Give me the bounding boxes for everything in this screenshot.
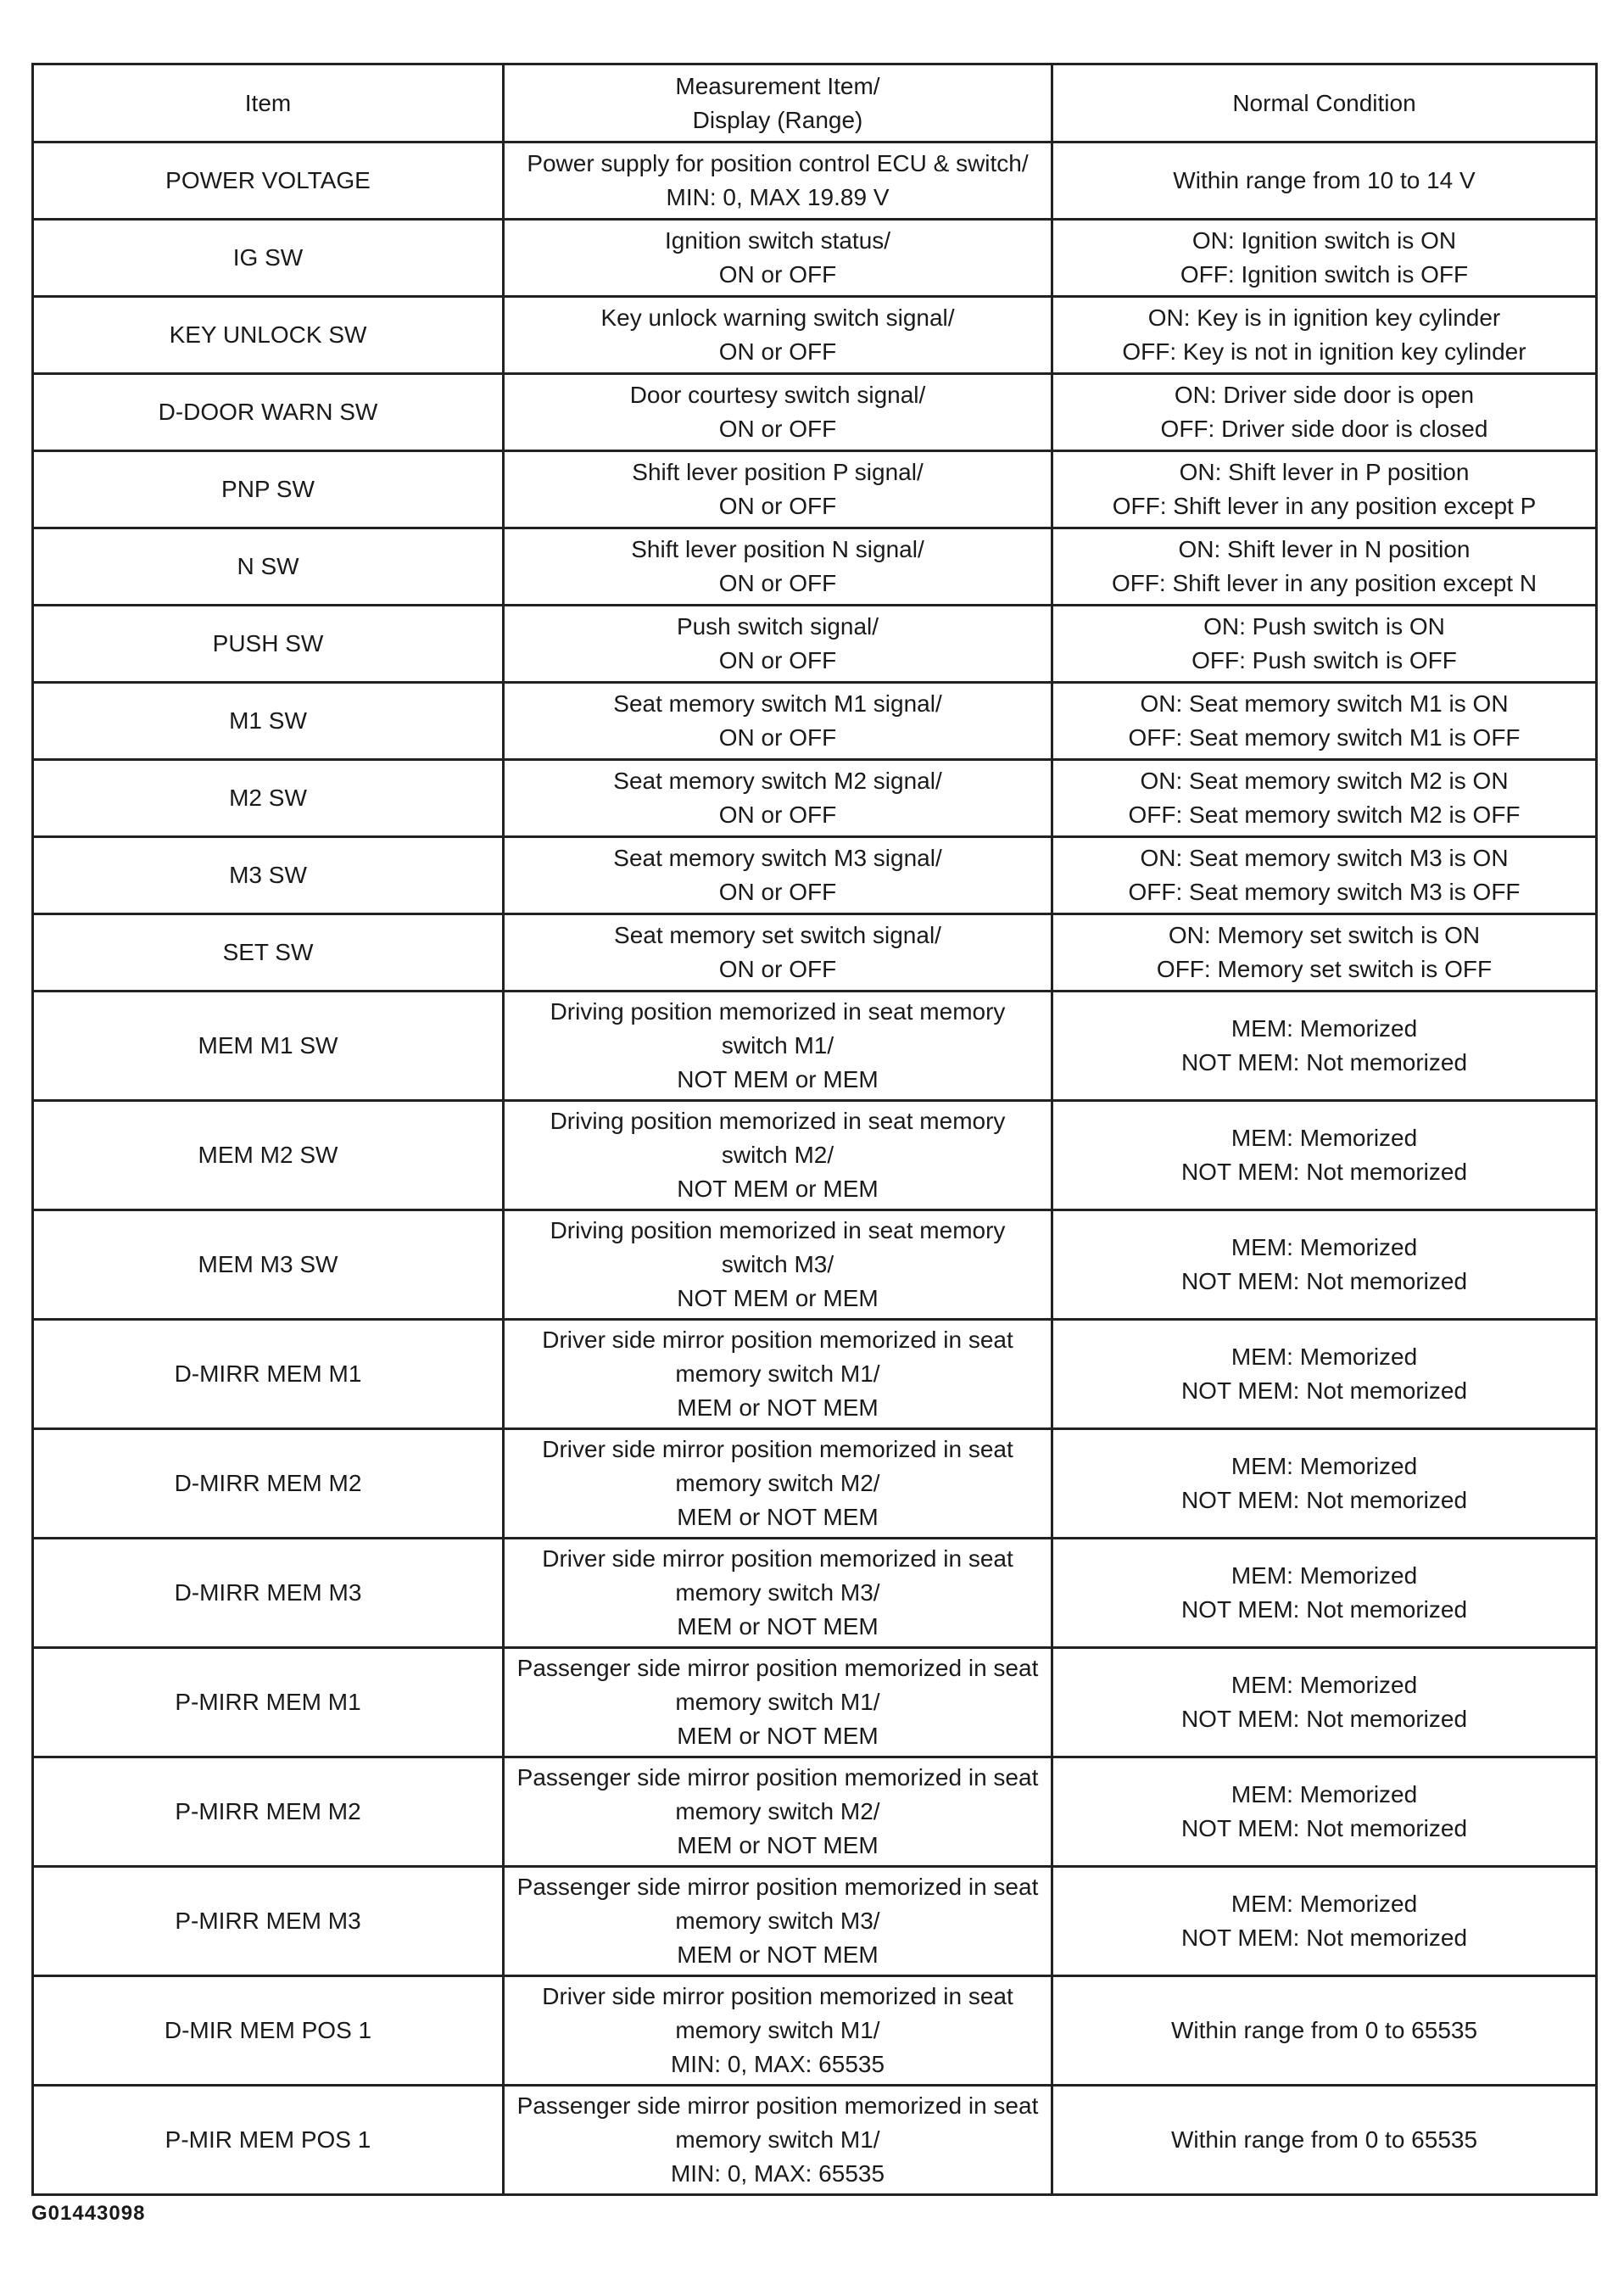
measurement-line: ON or OFF	[718, 416, 837, 442]
table-body	[33, 142, 1597, 2195]
table-row	[33, 1429, 1597, 1539]
table-row	[33, 1101, 1597, 1210]
measurement-line: Driver side mirror position memorized in seat	[542, 1436, 1013, 1462]
normal-condition-cell	[1052, 837, 1597, 914]
header-measurement-line: Measurement Item/	[675, 72, 880, 99]
measurement-line: ON or OFF	[718, 802, 837, 828]
normal-condition-line: OFF: Ignition switch is OFF	[1180, 261, 1469, 288]
measurement-line: switch M2/	[721, 1142, 834, 1168]
measurement-cell	[504, 992, 1052, 1101]
item-name: IG SW	[232, 244, 304, 271]
measurement-cell	[504, 1429, 1052, 1539]
normal-condition-line: Within range from 0 to 65535	[1170, 2126, 1478, 2153]
item-cell	[33, 837, 504, 914]
normal-condition-line: MEM: Memorized	[1231, 1562, 1418, 1589]
normal-condition-line: NOT MEM: Not memorized	[1180, 1596, 1468, 1623]
measurement-cell	[504, 683, 1052, 760]
measurement-line: Shift lever position P signal/	[632, 459, 924, 485]
measurement-cell	[504, 374, 1052, 451]
normal-condition-line: ON: Seat memory switch M1 is ON	[1140, 690, 1509, 717]
measurement-line: Door courtesy switch signal/	[629, 382, 926, 408]
normal-condition-cell	[1052, 297, 1597, 374]
measurement-line: Driver side mirror position memorized in seat	[542, 1983, 1013, 2009]
item-name: PNP SW	[221, 476, 315, 502]
item-cell	[33, 374, 504, 451]
measurement-cell	[504, 220, 1052, 297]
table-row	[33, 1648, 1597, 1757]
measurement-line: ON or OFF	[718, 493, 837, 519]
measurement-line: ON or OFF	[718, 338, 837, 365]
normal-condition-line: NOT MEM: Not memorized	[1180, 1159, 1468, 1185]
item-name: D-DOOR WARN SW	[158, 399, 378, 425]
table-row	[33, 992, 1597, 1101]
item-name: MEM M3 SW	[198, 1251, 338, 1277]
measurement-cell	[504, 606, 1052, 683]
item-cell	[33, 1648, 504, 1757]
measurement-line: memory switch M3/	[675, 1579, 880, 1606]
normal-condition-cell	[1052, 1101, 1597, 1210]
table-row	[33, 837, 1597, 914]
normal-condition-cell	[1052, 1320, 1597, 1429]
measurement-line: memory switch M2/	[675, 1470, 880, 1496]
normal-condition-line: ON: Ignition switch is ON	[1191, 227, 1457, 254]
table-row	[33, 297, 1597, 374]
measurement-line: MEM or NOT MEM	[677, 1723, 879, 1749]
measurement-cell	[504, 2086, 1052, 2195]
table-row	[33, 142, 1597, 220]
header-measurement	[504, 64, 1052, 142]
item-cell	[33, 1976, 504, 2086]
measurement-line: Seat memory set switch signal/	[614, 922, 941, 948]
item-cell	[33, 1429, 504, 1539]
measurement-line: NOT MEM or MEM	[677, 1285, 879, 1311]
item-cell	[33, 528, 504, 606]
normal-condition-line: MEM: Memorized	[1231, 1672, 1418, 1698]
header-item-label: Item	[244, 89, 292, 116]
item-name: SET SW	[222, 939, 314, 965]
header-row	[33, 64, 1597, 142]
normal-condition-cell	[1052, 2086, 1597, 2195]
normal-condition-line: MEM: Memorized	[1231, 1453, 1418, 1479]
figure-code: G01443098	[31, 2202, 146, 2225]
header-normal-line: Normal Condition	[1232, 89, 1416, 116]
measurement-cell	[504, 760, 1052, 837]
item-name: P-MIRR MEM M2	[175, 1798, 361, 1824]
measurement-line: Passenger side mirror position memorized in seat	[516, 1655, 1039, 1681]
normal-condition-cell	[1052, 220, 1597, 297]
measurement-cell	[504, 1101, 1052, 1210]
item-name: M1 SW	[229, 707, 307, 734]
item-name: P-MIRR MEM M1	[175, 1689, 361, 1715]
table-row	[33, 683, 1597, 760]
measurement-cell	[504, 142, 1052, 220]
item-cell	[33, 220, 504, 297]
measurement-line: ON or OFF	[718, 956, 837, 982]
measurement-line: Driving position memorized in seat memory	[550, 1217, 1006, 1243]
measurement-line: Shift lever position N signal/	[631, 536, 924, 562]
measurement-line: memory switch M2/	[675, 1798, 880, 1824]
normal-condition-line: OFF: Seat memory switch M3 is OFF	[1128, 879, 1521, 905]
measurement-line: Push switch signal/	[676, 613, 879, 640]
measurement-cell	[504, 1757, 1052, 1867]
measurement-line: MIN: 0, MAX: 65535	[670, 2160, 885, 2187]
normal-condition-line: ON: Seat memory switch M2 is ON	[1140, 768, 1509, 794]
measurement-line: Power supply for position control ECU & switch/	[527, 150, 1029, 176]
measurement-line: NOT MEM or MEM	[677, 1066, 879, 1092]
normal-condition-line: MEM: Memorized	[1231, 1015, 1418, 1042]
data-list-table	[31, 63, 1598, 2196]
item-cell	[33, 1867, 504, 1976]
item-cell	[33, 1320, 504, 1429]
measurement-cell	[504, 1648, 1052, 1757]
measurement-line: ON or OFF	[718, 647, 837, 673]
measurement-line: ON or OFF	[718, 879, 837, 905]
normal-condition-cell	[1052, 1757, 1597, 1867]
item-name: PUSH SW	[212, 630, 324, 656]
item-cell	[33, 1210, 504, 1320]
table-row	[33, 1539, 1597, 1648]
normal-condition-line: NOT MEM: Not memorized	[1180, 1706, 1468, 1732]
measurement-line: memory switch M1/	[675, 2126, 880, 2153]
normal-condition-cell	[1052, 1210, 1597, 1320]
measurement-cell	[504, 297, 1052, 374]
measurement-cell	[504, 1210, 1052, 1320]
measurement-line: Ignition switch status/	[664, 227, 891, 254]
normal-condition-cell	[1052, 1867, 1597, 1976]
header-measurement-line: Display (Range)	[692, 106, 863, 133]
normal-condition-line: Within range from 10 to 14 V	[1173, 167, 1476, 193]
item-name: M3 SW	[229, 862, 307, 888]
header-normal-condition	[1052, 64, 1597, 142]
item-cell	[33, 1539, 504, 1648]
normal-condition-cell	[1052, 1429, 1597, 1539]
table-row	[33, 1976, 1597, 2086]
measurement-cell	[504, 1539, 1052, 1648]
normal-condition-line: ON: Shift lever in N position	[1178, 536, 1471, 562]
normal-condition-cell	[1052, 528, 1597, 606]
measurement-line: NOT MEM or MEM	[677, 1176, 879, 1202]
normal-condition-line: MEM: Memorized	[1231, 1344, 1418, 1370]
normal-condition-line: OFF: Memory set switch is OFF	[1156, 956, 1493, 982]
normal-condition-line: OFF: Seat memory switch M1 is OFF	[1128, 724, 1521, 751]
item-cell	[33, 451, 504, 528]
item-name: D-MIRR MEM M2	[174, 1470, 362, 1496]
measurement-line: ON or OFF	[718, 724, 837, 751]
measurement-line: ON or OFF	[718, 570, 837, 596]
normal-condition-line: ON: Push switch is ON	[1203, 613, 1445, 640]
normal-condition-cell	[1052, 1539, 1597, 1648]
measurement-line: switch M1/	[721, 1032, 834, 1059]
table-row	[33, 528, 1597, 606]
item-cell	[33, 1101, 504, 1210]
normal-condition-line: MEM: Memorized	[1231, 1891, 1418, 1917]
item-name: M2 SW	[229, 785, 307, 811]
header-item	[33, 64, 504, 142]
normal-condition-line: OFF: Driver side door is closed	[1160, 416, 1488, 442]
measurement-cell	[504, 528, 1052, 606]
measurement-line: MIN: 0, MAX 19.89 V	[666, 184, 890, 210]
normal-condition-line: ON: Key is in ignition key cylinder	[1147, 304, 1501, 331]
normal-condition-line: OFF: Seat memory switch M2 is OFF	[1128, 802, 1521, 828]
normal-condition-line: NOT MEM: Not memorized	[1180, 1487, 1468, 1513]
measurement-line: Driver side mirror position memorized in seat	[542, 1545, 1013, 1572]
measurement-cell	[504, 1320, 1052, 1429]
item-cell	[33, 1757, 504, 1867]
normal-condition-line: OFF: Push switch is OFF	[1191, 647, 1457, 673]
measurement-line: memory switch M1/	[675, 1360, 880, 1387]
item-cell	[33, 2086, 504, 2195]
measurement-line: ON or OFF	[718, 261, 837, 288]
normal-condition-cell	[1052, 1976, 1597, 2086]
normal-condition-line: ON: Driver side door is open	[1174, 382, 1475, 408]
normal-condition-line: ON: Shift lever in P position	[1179, 459, 1470, 485]
item-name: MEM M2 SW	[198, 1142, 338, 1168]
normal-condition-cell	[1052, 914, 1597, 992]
measurement-line: MEM or NOT MEM	[677, 1941, 879, 1968]
normal-condition-line: NOT MEM: Not memorized	[1180, 1925, 1468, 1951]
normal-condition-line: NOT MEM: Not memorized	[1180, 1815, 1468, 1841]
table-row	[33, 606, 1597, 683]
measurement-line: memory switch M1/	[675, 2017, 880, 2043]
normal-condition-line: MEM: Memorized	[1231, 1234, 1418, 1260]
item-name: KEY UNLOCK SW	[169, 321, 367, 348]
measurement-cell	[504, 451, 1052, 528]
table-row	[33, 760, 1597, 837]
normal-condition-cell	[1052, 606, 1597, 683]
table-row	[33, 451, 1597, 528]
normal-condition-line: ON: Memory set switch is ON	[1168, 922, 1481, 948]
measurement-line: MEM or NOT MEM	[677, 1832, 879, 1858]
measurement-line: Key unlock warning switch signal/	[600, 304, 955, 331]
item-name: N SW	[237, 553, 299, 579]
item-name: P-MIR MEM POS 1	[165, 2126, 371, 2153]
item-name: POWER VOLTAGE	[165, 167, 371, 193]
normal-condition-cell	[1052, 142, 1597, 220]
measurement-line: switch M3/	[721, 1251, 834, 1277]
item-cell	[33, 297, 504, 374]
measurement-line: Passenger side mirror position memorized in seat	[516, 1764, 1039, 1791]
table-row	[33, 374, 1597, 451]
item-cell	[33, 914, 504, 992]
normal-condition-line: ON: Seat memory switch M3 is ON	[1140, 845, 1509, 871]
normal-condition-cell	[1052, 992, 1597, 1101]
item-name: D-MIRR MEM M1	[174, 1360, 362, 1387]
measurement-line: Driving position memorized in seat memory	[550, 1108, 1006, 1134]
diagnostic-data-sheet	[31, 63, 1595, 2196]
measurement-line: Seat memory switch M3 signal/	[613, 845, 942, 871]
table-row	[33, 1757, 1597, 1867]
measurement-cell	[504, 914, 1052, 992]
measurement-line: Seat memory switch M1 signal/	[613, 690, 942, 717]
item-cell	[33, 683, 504, 760]
normal-condition-cell	[1052, 760, 1597, 837]
table-row	[33, 914, 1597, 992]
normal-condition-line: MEM: Memorized	[1231, 1781, 1418, 1807]
normal-condition-cell	[1052, 451, 1597, 528]
item-name: D-MIRR MEM M3	[174, 1579, 362, 1606]
item-name: MEM M1 SW	[198, 1032, 338, 1059]
measurement-line: MIN: 0, MAX: 65535	[670, 2051, 885, 2077]
normal-condition-line: OFF: Key is not in ignition key cylinder	[1122, 338, 1526, 365]
item-cell	[33, 142, 504, 220]
normal-condition-line: NOT MEM: Not memorized	[1180, 1377, 1468, 1404]
item-name: D-MIR MEM POS 1	[164, 2017, 372, 2043]
measurement-line: Passenger side mirror position memorized in seat	[516, 2092, 1039, 2119]
measurement-cell	[504, 1976, 1052, 2086]
normal-condition-line: Within range from 0 to 65535	[1170, 2017, 1478, 2043]
normal-condition-cell	[1052, 1648, 1597, 1757]
table-row	[33, 1867, 1597, 1976]
item-cell	[33, 760, 504, 837]
measurement-line: memory switch M3/	[675, 1908, 880, 1934]
normal-condition-line: OFF: Shift lever in any position except P	[1112, 493, 1537, 519]
measurement-line: Passenger side mirror position memorized in seat	[516, 1874, 1039, 1900]
measurement-line: Driving position memorized in seat memory	[550, 998, 1006, 1025]
measurement-line: Seat memory switch M2 signal/	[613, 768, 942, 794]
measurement-cell	[504, 1867, 1052, 1976]
item-name: P-MIRR MEM M3	[175, 1908, 361, 1934]
measurement-cell	[504, 837, 1052, 914]
measurement-line: MEM or NOT MEM	[677, 1613, 879, 1640]
normal-condition-line: NOT MEM: Not memorized	[1180, 1268, 1468, 1294]
normal-condition-line: OFF: Shift lever in any position except N	[1111, 570, 1537, 596]
measurement-line: Driver side mirror position memorized in seat	[542, 1327, 1013, 1353]
item-cell	[33, 606, 504, 683]
table-row	[33, 220, 1597, 297]
normal-condition-cell	[1052, 374, 1597, 451]
normal-condition-line: NOT MEM: Not memorized	[1180, 1049, 1468, 1075]
measurement-line: MEM or NOT MEM	[677, 1394, 879, 1421]
table-row	[33, 1320, 1597, 1429]
measurement-line: memory switch M1/	[675, 1689, 880, 1715]
table-row	[33, 2086, 1597, 2195]
table-row	[33, 1210, 1597, 1320]
item-cell	[33, 992, 504, 1101]
normal-condition-line: MEM: Memorized	[1231, 1125, 1418, 1151]
normal-condition-cell	[1052, 683, 1597, 760]
measurement-line: MEM or NOT MEM	[677, 1504, 879, 1530]
